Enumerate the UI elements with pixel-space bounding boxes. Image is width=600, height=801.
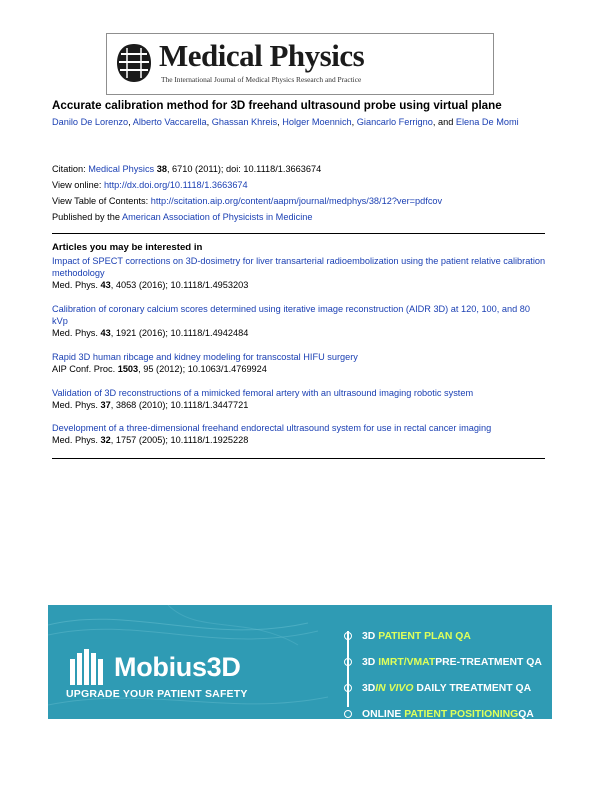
toc-line <box>52 196 442 206</box>
ad-feature <box>344 701 542 719</box>
author-link[interactable]: Alberto Vaccarella <box>132 117 207 127</box>
bullet-icon <box>344 632 352 640</box>
related-article-rest: , 4053 (2016); 10.1118/1.4953203 <box>110 280 249 291</box>
view-online-link[interactable]: http://dx.doi.org/10.1118/1.3663674 <box>103 180 248 190</box>
ad-feature-plain: 3D <box>362 682 376 694</box>
related-article-volume: 37 <box>100 400 111 411</box>
related-article-rest: , 3868 (2010); 10.1118/1.3447721 <box>110 400 249 411</box>
ad-feature-tail: DAILY TREATMENT QA <box>416 682 532 694</box>
mobius3d-logo-icon <box>66 645 110 689</box>
author-link[interactable]: Elena De Momi <box>455 117 519 127</box>
related-article-citation <box>52 327 548 339</box>
publisher-link[interactable]: American Association of Physicists in Medicine <box>121 212 313 222</box>
related-article-rest: , 1921 (2016); 10.1118/1.4942484 <box>110 328 249 339</box>
related-article-volume: 43 <box>100 328 111 339</box>
view-online-label: View online: <box>52 180 104 190</box>
related-article-title-link[interactable]: Calibration of coronary calcium scores determined using iterative image reconstruction (AIDR 3D) at 120, 100, and 80 kVp <box>52 304 530 327</box>
publisher-line <box>52 212 312 222</box>
related-article-citation <box>52 399 548 411</box>
journal-tagline: The International Journal of Medical Physics Research and Practice <box>161 75 362 84</box>
author-separator: , <box>277 117 283 127</box>
article-title: Accurate calibration method for 3D freehand ultrasound probe using virtual plane <box>52 99 502 112</box>
ad-feature <box>344 675 542 701</box>
author-separator: , <box>128 117 133 127</box>
divider-top <box>52 233 545 234</box>
author-separator: , <box>206 117 212 127</box>
ad-feature-plain: 3D <box>362 656 376 668</box>
journal-brand: Medical Physics <box>159 38 365 73</box>
citation-label: Citation: <box>52 164 89 174</box>
related-article-citation <box>52 279 548 291</box>
journal-banner[interactable] <box>106 33 494 95</box>
author-list <box>52 115 548 129</box>
related-article <box>52 255 548 292</box>
ad-tagline: UPGRADE YOUR PATIENT SAFETY <box>66 688 248 700</box>
related-article-citation <box>52 363 548 375</box>
ad-feature-tail: QA <box>518 708 534 719</box>
citation-rest: , 6710 (2011); doi: 10.1118/1.3663674 <box>166 164 322 174</box>
related-article-title-link[interactable]: Validation of 3D reconstructions of a mimicked femoral artery with an ultrasound imaging robotic system <box>52 388 474 398</box>
citation-volume: 38 <box>156 164 167 174</box>
author-link[interactable]: Giancarlo Ferrigno <box>356 117 433 127</box>
related-article <box>52 422 548 446</box>
ad-feature-plain: ONLINE <box>362 708 402 719</box>
citation-journal-link[interactable]: Medical Physics <box>88 164 155 174</box>
ad-feature-highlight: IMRT/VMAT <box>378 656 436 668</box>
ad-feature-plain: 3D <box>362 630 376 642</box>
citation-line <box>52 164 321 174</box>
related-article-volume: 43 <box>100 280 111 291</box>
related-article <box>52 351 548 375</box>
ad-feature <box>344 649 542 675</box>
related-article-rest: , 1757 (2005); 10.1118/1.1925228 <box>110 435 249 446</box>
related-article-rest: , 95 (2012); 10.1063/1.4769924 <box>138 364 267 375</box>
aapm-seal-icon <box>115 42 153 84</box>
author-separator: , <box>351 117 357 127</box>
related-article-journal: Med. Phys. <box>52 328 101 339</box>
related-article-journal: Med. Phys. <box>52 400 101 411</box>
author-separator: , and <box>432 117 456 127</box>
author-link[interactable]: Ghassan Khreis <box>211 117 278 127</box>
related-article <box>52 387 548 411</box>
bullet-icon <box>344 710 352 718</box>
author-link[interactable]: Danilo De Lorenzo <box>52 117 129 127</box>
related-article-title-link[interactable]: Impact of SPECT corrections on 3D-dosimetry for liver transarterial radioembolization using the patient relative calibration methodology <box>52 256 546 279</box>
related-heading: Articles you may be interested in <box>52 242 203 253</box>
related-article-volume: 32 <box>100 435 111 446</box>
publisher-label: Published by the <box>52 212 122 222</box>
ad-feature-list <box>344 623 542 719</box>
ad-feature-italic: IN VIVO <box>375 682 414 694</box>
related-article <box>52 303 548 340</box>
related-article-title-link[interactable]: Rapid 3D human ribcage and kidney modeling for transcostal HIFU surgery <box>52 352 358 362</box>
related-article-citation <box>52 434 548 446</box>
related-article-journal: Med. Phys. <box>52 435 101 446</box>
advertisement-banner[interactable] <box>48 605 552 719</box>
ad-feature-tail: PRE-TREATMENT QA <box>435 656 542 668</box>
divider-bottom <box>52 458 545 459</box>
view-online-line <box>52 180 248 190</box>
ad-feature-highlight: PATIENT POSITIONING <box>404 708 519 719</box>
ad-brand: Mobius3D <box>114 652 241 682</box>
toc-link[interactable]: http://scitation.aip.org/content/aapm/journal/medphys/38/12?ver=pdfcov <box>150 196 443 206</box>
toc-label: View Table of Contents: <box>52 196 151 206</box>
related-article-volume: 1503 <box>117 364 139 375</box>
ad-feature-highlight: PATIENT PLAN QA <box>378 630 471 642</box>
related-article-journal: Med. Phys. <box>52 280 101 291</box>
related-article-title-link[interactable]: Development of a three-dimensional freehand endorectal ultrasound system for use in rectal cancer imaging <box>52 423 492 433</box>
author-link[interactable]: Holger Moennich <box>282 117 352 127</box>
bullet-icon <box>344 658 352 666</box>
bullet-icon <box>344 684 352 692</box>
related-article-journal: AIP Conf. Proc. <box>52 364 118 375</box>
ad-feature <box>344 623 542 649</box>
